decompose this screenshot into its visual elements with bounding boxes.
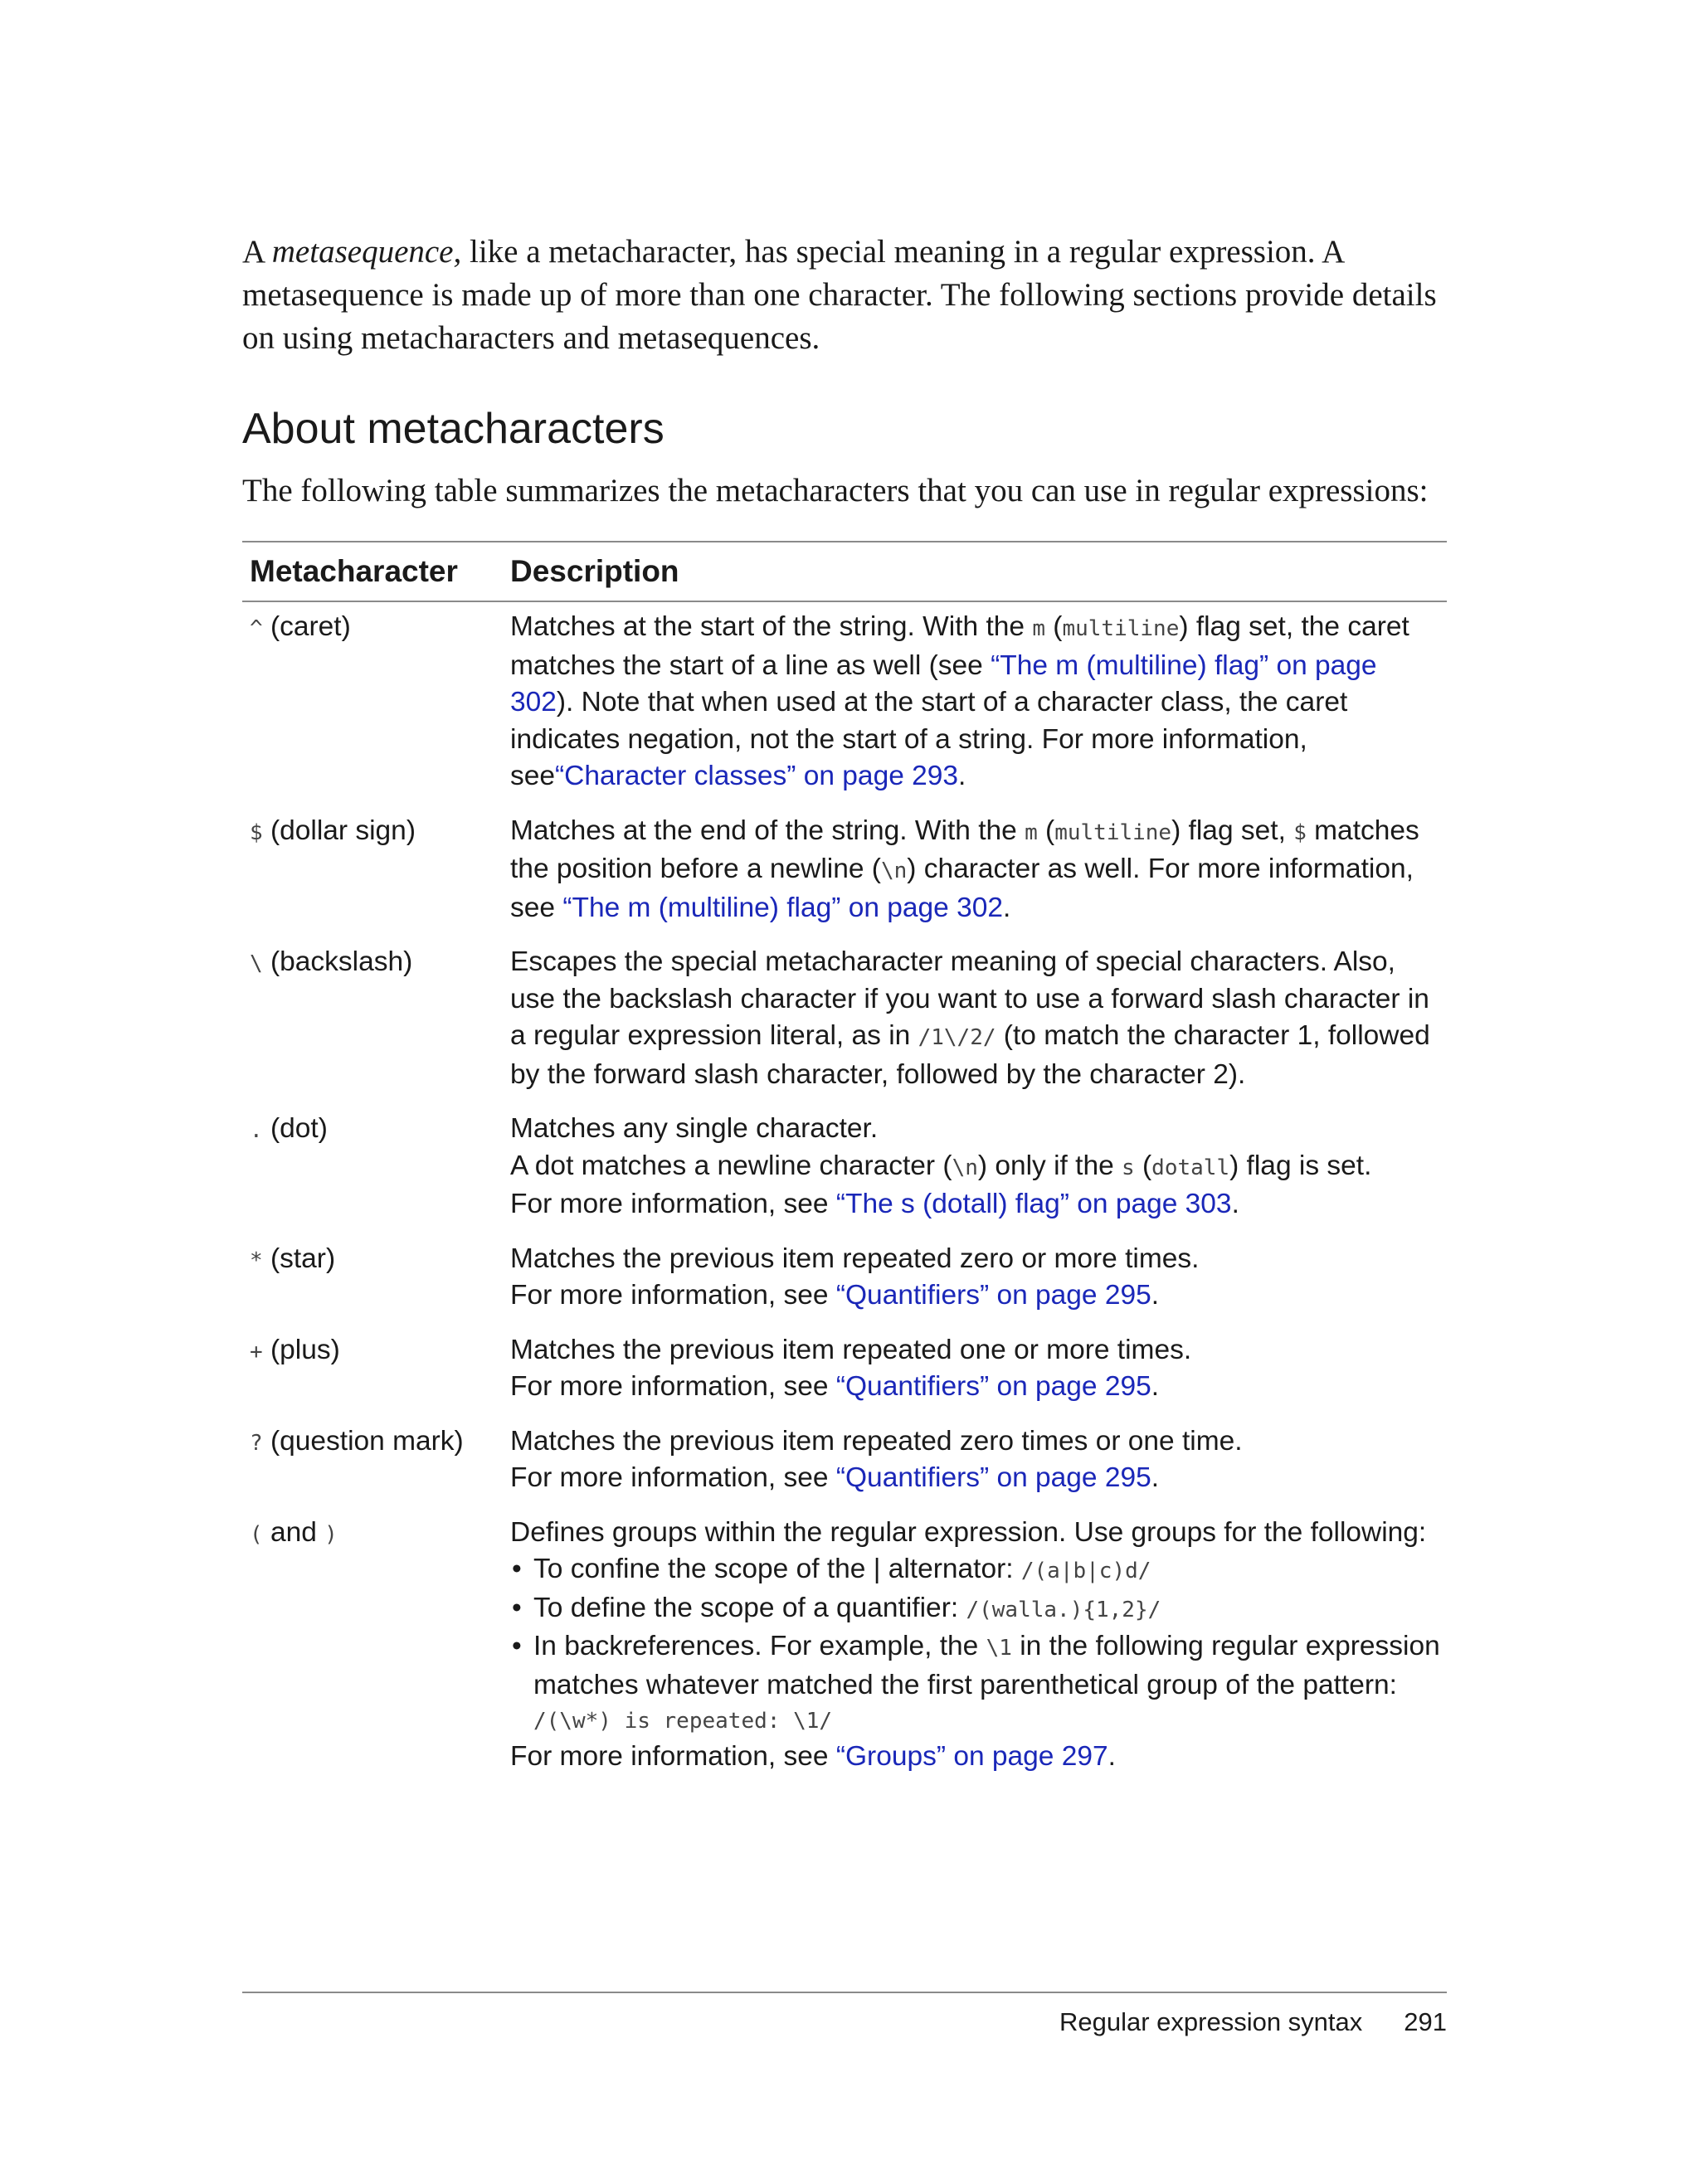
code-example: /(\w*) is repeated: \1/ — [533, 1709, 833, 1734]
metachar-cell: ? (question mark) — [250, 1425, 464, 1457]
description-cell: Matches at the end of the string. With the m (multiline) flag set, $ matches the position before a newline (\n) character as well. For more information, see “The m (multiline) flag” on page 302. — [510, 815, 1419, 923]
description-cell: Matches any single character. A dot matches a newline character (\n) only if the s (dotall) flag is set. For more information, see “The s (dotall) flag” on page 303. — [510, 1113, 1372, 1219]
link-quantifiers[interactable]: “Quantifiers” on page 295 — [835, 1462, 1151, 1493]
metachar-cell: $ (dollar sign) — [250, 815, 416, 846]
description-cell: Matches at the start of the string. With the m (multiline) flag set, the caret matches the start of a line as well (see “The m (multiline) flag” on page 302). Note that when used at the start of a character class, the caret indicates negation, not the start of a string. For more information, see“Character classes” on page 293. — [510, 611, 1409, 791]
metachar-cell: ( and ) — [250, 1516, 338, 1548]
link-multiline-flag[interactable]: “The m (multiline) flag” on page 302 — [562, 892, 1003, 923]
table-row — [242, 1332, 1447, 1406]
metachar-cell: . (dot) — [250, 1113, 328, 1144]
metachar-cell: * (star) — [250, 1243, 336, 1274]
description-cell: Matches the previous item repeated one or more times. For more information, see “Quantifiers” on page 295. — [510, 1334, 1192, 1402]
link-multiline-flag[interactable]: “The m (multiline) flag” on page 302 — [510, 649, 1377, 717]
metachar-cell: \ (backslash) — [250, 946, 413, 977]
footer-section-title: Regular expression syntax — [1059, 2007, 1363, 2036]
list-item: • To define the scope of a quantifier: /(walla.){1,2}/ — [510, 1590, 1447, 1629]
link-quantifiers[interactable]: “Quantifiers” on page 295 — [835, 1280, 1151, 1311]
list-item: • To confine the scope of the | alternator: /(a|b|c)d/ — [510, 1551, 1447, 1590]
metachar-cell: + (plus) — [250, 1334, 340, 1365]
table-row — [242, 1515, 1447, 1776]
table-row — [242, 1423, 1447, 1497]
term-metasequence: metasequence, — [271, 234, 462, 270]
footer-divider — [242, 1992, 1447, 1993]
table-row — [242, 1241, 1447, 1315]
metacharacter-table — [242, 541, 1447, 1793]
description-cell: Defines groups within the regular expression. Use groups for the following: • To confine the scope of the | alternator: /(a|b|c)d/ • To define the scope of a quantifier: /(walla.){1,2}/ • In backreferences. For example, the \1 in the following regular expression matches whatever matched the first parenthetical group of the pattern: /(\w*) is repeated: \1/ For more information, see “Groups” on page 297. — [510, 1515, 1447, 1776]
link-quantifiers[interactable]: “Quantifiers” on page 295 — [835, 1371, 1151, 1402]
table-row — [242, 609, 1447, 795]
table-row — [242, 813, 1447, 927]
intro-paragraph: A metasequence, like a metacharacter, has special meaning in a regular expression. A metasequence is made up of more than one character. The following sections provide details on using metacharacters and metasequences. — [242, 234, 1437, 356]
groups-usage-list — [510, 1551, 1447, 1704]
page-footer — [1059, 2006, 1447, 2039]
table-header — [242, 542, 1447, 602]
table-row — [242, 1111, 1447, 1223]
link-groups[interactable]: “Groups” on page 297 — [835, 1741, 1108, 1772]
lead-paragraph: The following table summarizes the metacharacters that you can use in regular expressions: — [242, 473, 1429, 508]
document-page — [242, 0, 1447, 2184]
page-number: 291 — [1404, 2007, 1447, 2036]
description-cell: Matches the previous item repeated zero or more times. For more information, see “Quantifiers” on page 295. — [510, 1243, 1200, 1311]
list-item: • In backreferences. For example, the \1 in the following regular expression matches whatever matched the first parenthetical group of the pattern: — [510, 1628, 1447, 1704]
description-cell: Matches the previous item repeated zero times or one time. For more information, see “Quantifiers” on page 295. — [510, 1425, 1243, 1493]
description-cell: Escapes the special metacharacter meaning of special characters. Also, use the backslash character if you want to use a forward slash character in a regular expression literal, as in /1\/2/ (to match the character 1, followed by the forward slash character, followed by the character 2). — [510, 946, 1430, 1090]
link-character-classes[interactable]: “Character classes” on page 293 — [555, 761, 959, 791]
link-dotall-flag[interactable]: “The s (dotall) flag” on page 303 — [835, 1189, 1232, 1219]
table-row — [242, 944, 1447, 1093]
metachar-cell: ^ (caret) — [250, 611, 351, 642]
section-heading: About metacharacters — [242, 405, 665, 453]
header-metacharacter: Metacharacter — [250, 554, 458, 588]
header-description: Description — [510, 554, 679, 588]
